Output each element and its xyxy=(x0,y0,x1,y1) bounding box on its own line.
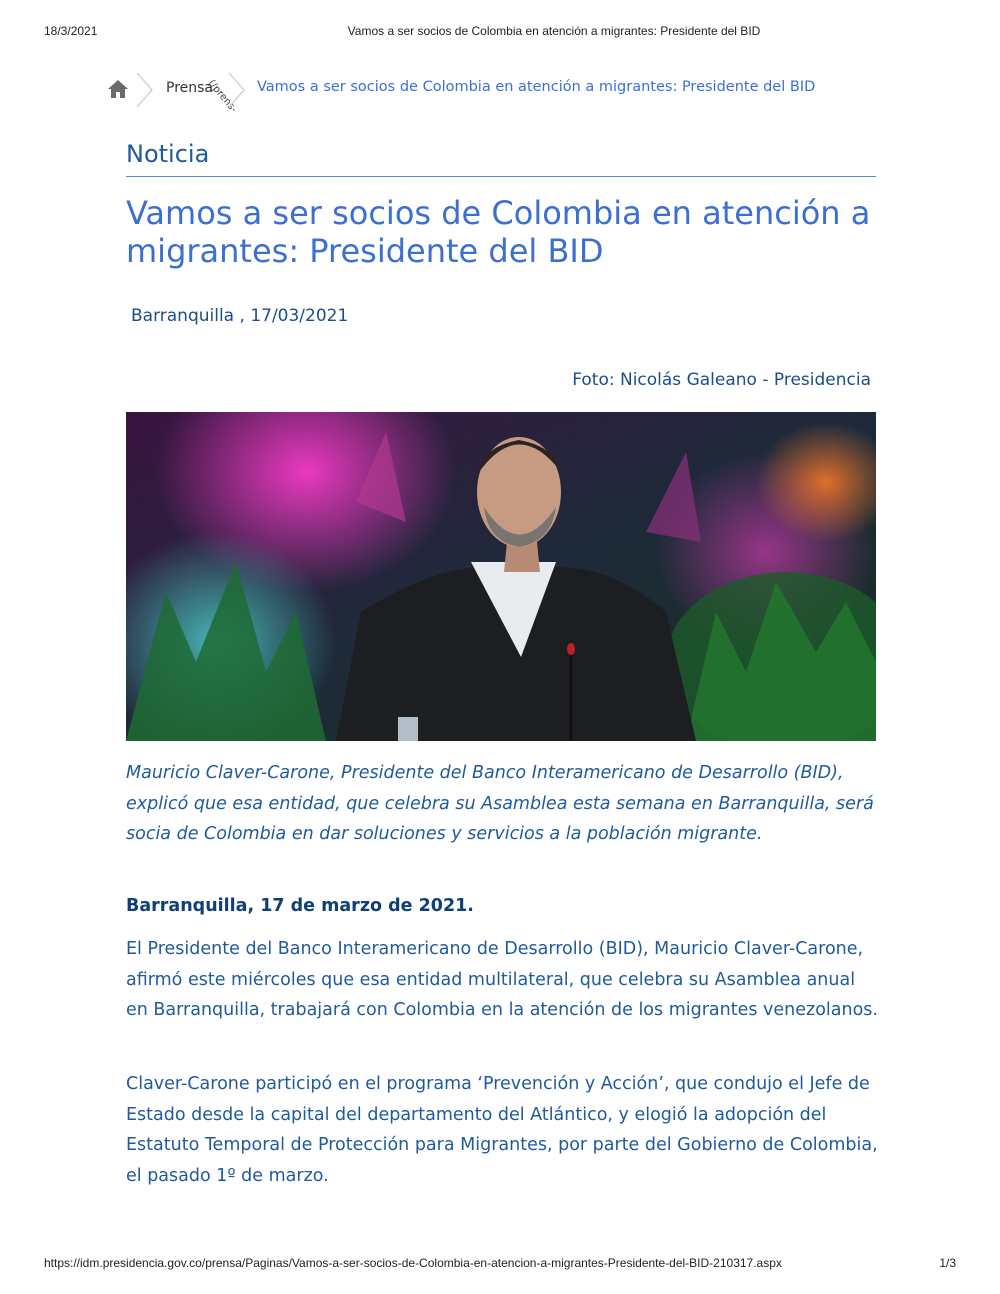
breadcrumb-prensa-link[interactable]: Prensa xyxy=(166,80,214,96)
article-lead: Barranquilla, 17 de marzo de 2021. xyxy=(126,896,474,916)
print-date: 18/3/2021 xyxy=(44,24,98,38)
breadcrumb-current[interactable]: Vamos a ser socios de Colombia en atención a migrantes: Presidente del BID xyxy=(257,79,816,95)
article-dateline: Barranquilla , 17/03/2021 xyxy=(131,306,349,326)
print-header xyxy=(0,24,1000,40)
photo-caption: Mauricio Claver-Carone, Presidente del Banco Interamericano de Desarrollo (BID), explicó que esa entidad, que celebra su Asamblea esta semana en Barranquilla, será socia de Colombia en dar soluciones y servicios a la población migrante. xyxy=(126,763,874,844)
print-page-title: Vamos a ser socios de Colombia en atención a migrantes: Presidente del BID xyxy=(347,24,761,38)
breadcrumb xyxy=(106,72,886,115)
print-url: https://idm.presidencia.gov.co/prensa/Paginas/Vamos-a-ser-socios-de-Colombia-en-atencion-a-migrantes-Presidente-del-BID-210317.aspx xyxy=(44,1256,782,1270)
article-paragraph: El Presidente del Banco Interamericano de Desarrollo (BID), Mauricio Claver-Carone, afirmó este miércoles que esa entidad multilateral, que celebra su Asamblea anual en Barranquilla, trabajará con Colombia en la atención de los migrantes venezolanos. xyxy=(126,939,878,1020)
breadcrumb-slug: (/prens- xyxy=(205,78,239,115)
section-label: Noticia xyxy=(126,140,210,168)
photo-credit: Foto: Nicolás Galeano - Presidencia xyxy=(572,370,871,390)
article-photo xyxy=(126,412,876,741)
chevron-right-icon xyxy=(226,72,246,108)
home-icon[interactable] xyxy=(106,78,130,100)
print-page-number: 1/3 xyxy=(939,1256,956,1270)
chevron-right-icon xyxy=(134,72,154,108)
article-headline: Vamos a ser socios de Colombia en atención a migrantes: Presidente del BID xyxy=(126,194,871,270)
article-paragraph: Claver-Carone participó en el programa ‘Prevención y Acción’, que condujo el Jefe de Estado desde la capital del departamento del Atlántico, y elogió la adopción del Estatuto Temporal de Protección para Migrantes, por parte del Gobierno de Colombia, el pasado 1º de marzo. xyxy=(126,1074,878,1186)
section-divider xyxy=(126,176,876,177)
